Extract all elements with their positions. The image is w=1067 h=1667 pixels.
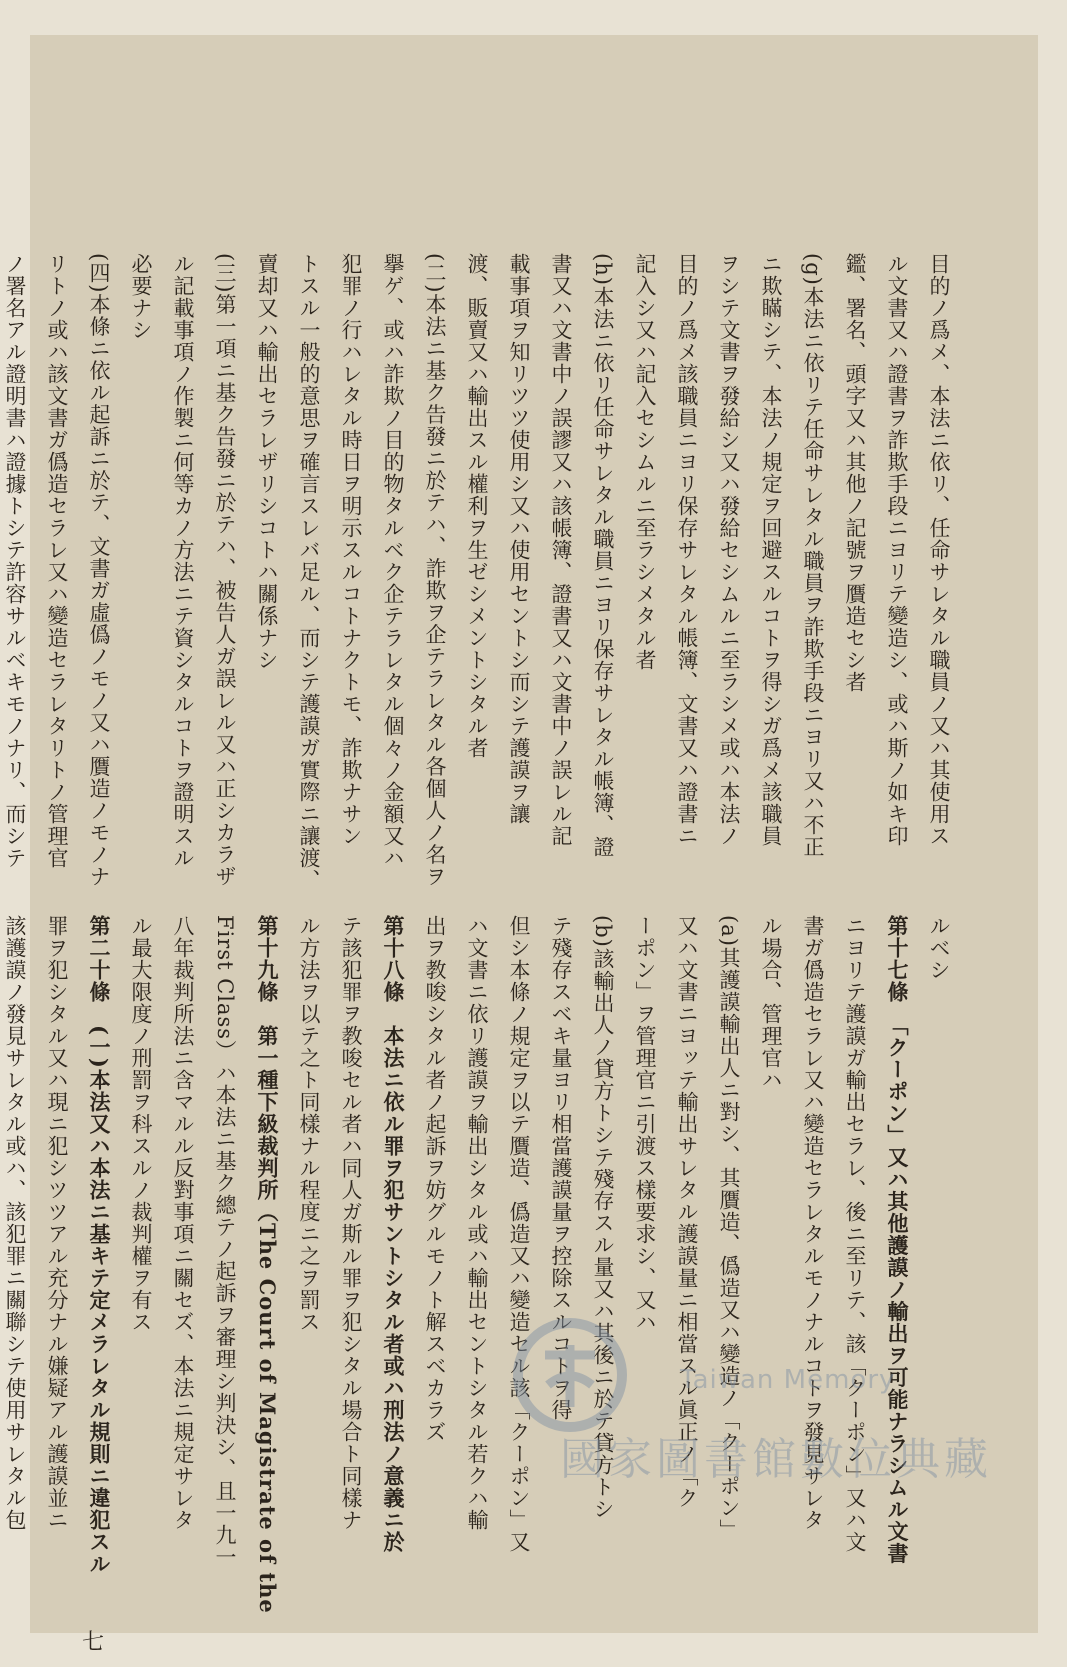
text-column: (四)本條ニ依ル起訴ニ於テ、文書ガ虛僞ノモノ又ハ贋造ノモノナ — [87, 253, 111, 888]
text-column: 第十八條 本法ニ依ル罪ヲ犯サントシタル者或ハ刑法ノ意義ニ於 — [381, 915, 406, 1553]
text-column: ノ署名アル證明書ハ證據トシテ許容サルベキモノナリ、而シテ — [3, 253, 27, 869]
text-column: 犯罪ノ行ハレタル時日ヲ明示スルコトナクトモ、詐欺ナサン — [339, 253, 363, 847]
text-column: 擧ゲ、或ハ詐欺ノ目的物タルベク企テラレタル個々ノ金額又ハ — [381, 253, 405, 869]
text-column: (g)本法ニ依リテ任命サレタル職員ヲ詐欺手段ニヨリ又ハ不正 — [801, 253, 825, 858]
text-column: 第二十條 (一)本法又ハ本法ニ基キテ定メラレタル規則ニ違犯スル — [87, 915, 112, 1575]
text-column: 但シ本條ノ規定ヲ以テ贋造、僞造又ハ變造セル該「クーポン」又 — [507, 915, 531, 1553]
text-column: 八年裁判所法ニ含マルル反對事項ニ關セズ、本法ニ規定サレタ — [171, 915, 195, 1531]
text-column: (h)本法ニ依リ任命サレタル職員ニヨリ保存サレタル帳簿、證 — [591, 253, 615, 858]
text-column: 目的ノ爲メ該職員ニヨリ保存サレタル帳簿、文書又ハ證書ニ — [675, 253, 699, 847]
text-column: ルベシ — [927, 915, 951, 981]
page-number: 七 — [82, 1630, 105, 1655]
text-column: ル最大限度ノ刑罰ヲ科スルノ裁判權ヲ有ス — [129, 915, 153, 1333]
text-column: 罪ヲ犯シタル又ハ現ニ犯シツツアル充分ナル嫌疑アル護謨並ニ — [45, 915, 69, 1531]
text-column: 記入シ又ハ記入セシムルニ至ラシメタル者 — [633, 253, 657, 671]
text-column: 第十七條 「クーポン」又ハ其他護謨ノ輸出ヲ可能ナラシムル文書 — [885, 915, 910, 1565]
text-column: テ殘存スベキ量ヨリ相當護謨量ヲ控除スルコトヲ得 — [549, 915, 573, 1421]
text-column: 書ガ僞造セラレ又ハ變造セラレタルモノナルコトヲ發見サレタ — [801, 915, 825, 1531]
text-column: ハ文書ニ依リ護謨ヲ輸出シタル或ハ輸出セントシタル若クハ輸 — [465, 915, 489, 1531]
text-column: 賣却又ハ輸出セラレザリシコトハ關係ナシ — [255, 253, 279, 671]
text-column: 載事項ヲ知リツツ使用シ又ハ使用セントシ而シテ護謨ヲ讓 — [507, 253, 531, 825]
text-column: (a)其護謨輸出人ニ對シ、其贋造、僞造又ハ變造ノ「クーポン」 — [717, 915, 741, 1541]
text-column: ル記載事項ノ作製ニ何等カノ方法ニテ資シタルコトヲ證明スル — [171, 253, 195, 869]
text-column: 鑑、署名、頭字又ハ其他ノ記號ヲ贋造セシ者 — [843, 253, 867, 693]
text-column: トスル一般的意思ヲ確言スレバ足ル、而シテ護謨ガ實際ニ讓渡、 — [297, 253, 321, 891]
library-watermark — [510, 1305, 1030, 1495]
text-column: (二)本法ニ基ク告發ニ於テハ、詐欺ヲ企テラレタル各個人ノ名ヲ — [423, 253, 447, 888]
text-column: 書又ハ文書中ノ誤謬又ハ該帳簿、證書又ハ文書中ノ誤レル記 — [549, 253, 573, 847]
text-column: 目的ノ爲メ、本法ニ依リ、任命サレタル職員ノ又ハ其使用ス — [927, 253, 951, 847]
text-column: ーポン」ヲ管理官ニ引渡ス樣要求シ、又ハ — [633, 915, 657, 1333]
text-column: リトノ或ハ該文書ガ僞造セラレ又ハ變造セラレタリトノ管理官 — [45, 253, 69, 869]
upper-text-block — [0, 253, 960, 891]
text-column: ニヨリテ護謨ガ輸出セラレ、後ニ至リテ、該「クーポン」又ハ文 — [843, 915, 867, 1553]
text-column: 第十九條 第一種下級裁判所（The Court of Magistrate of the — [255, 915, 280, 1614]
text-column: ヲシテ文書ヲ發給シ又ハ發給セシムルニ至ラシメ或ハ本法ノ — [717, 253, 741, 847]
text-column: 出ヲ教唆シタル者ノ起訴ヲ妨グルモノト解スベカラズ — [423, 915, 447, 1443]
text-column: 渡、販賣又ハ輸出スル權利ヲ生ゼシメントシタル者 — [465, 253, 489, 759]
text-column: ル方法ヲ以テ之ト同樣ナル程度ニ之ヲ罰ス — [297, 915, 321, 1333]
watermark-chinese: 國家圖書館數位典藏 — [560, 1434, 992, 1485]
seal-icon — [510, 1315, 630, 1435]
scanned-page — [3, 35, 1038, 1655]
text-column: ニ欺瞞シテ、本法ノ規定ヲ回避スルコトヲ得シガ爲メ該職員 — [759, 253, 783, 847]
text-column: First Class）ハ本法ニ基ク總テノ起訴ヲ審理シ判決シ、且一九一 — [213, 915, 237, 1569]
text-column: 又ハ文書ニヨッテ輸出サレタル護謨量ニ相當スル眞正ノ「ク — [675, 915, 699, 1509]
text-column: 必要ナシ — [129, 253, 153, 341]
text-column: ル場合、管理官ハ — [759, 915, 783, 1091]
text-column: (三)第一項ニ基ク告發ニ於テハ、被告人ガ誤レル又ハ正シカラザ — [213, 253, 237, 888]
text-column: 該護謨ノ發見サレタル或ハ、該犯罪ニ關聯シテ使用サレタル包 — [3, 915, 27, 1531]
text-column: (b)該輸出人ノ貸方トシテ殘存スル量又ハ其後ニ於テ貸方トシ — [591, 915, 615, 1520]
watermark-english: Taiwan Memory — [680, 1365, 896, 1395]
text-column: ル文書又ハ證書ヲ詐欺手段ニヨリテ變造シ、或ハ斯ノ如キ印 — [885, 253, 909, 847]
text-column: テ該犯罪ヲ教唆セル者ハ同人ガ斯ル罪ヲ犯シタル場合ト同樣ナ — [339, 915, 363, 1531]
